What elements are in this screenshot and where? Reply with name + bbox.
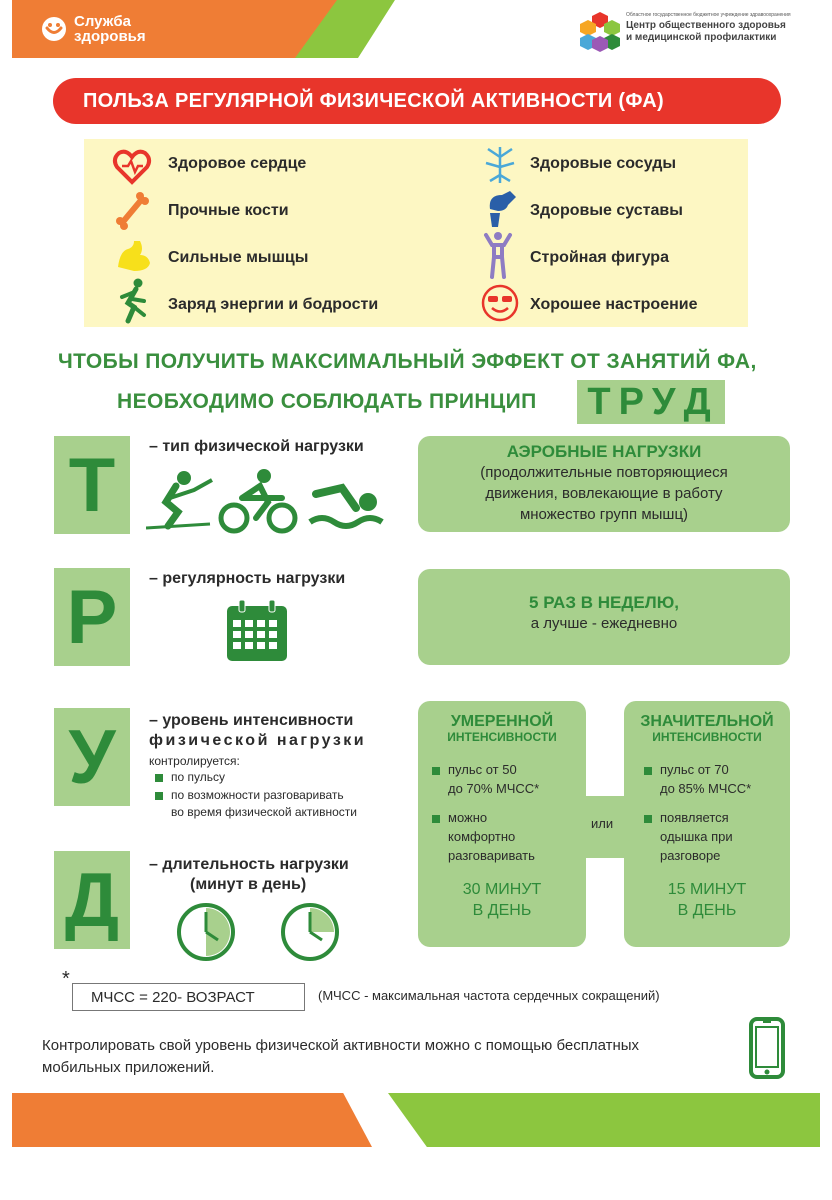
significant-b2b: одышка при (660, 829, 733, 844)
bottom-text-line1: Контролировать свой уровень физической активности можно с помощью бесплатных (42, 1037, 640, 1054)
aerobic-line1: (продолжительные повторяющиеся (480, 464, 728, 481)
u-bullet-pulse (155, 770, 225, 784)
aerobic-line2: движения, вовлекающие в работу (485, 485, 723, 502)
trud-letter-u: У (651, 380, 680, 423)
d-description-line2: (минут в день) (190, 876, 307, 893)
clock-15-icon (280, 902, 340, 962)
logo-text (74, 14, 146, 44)
muscle-icon (114, 237, 154, 277)
u-bullet2a-text: по возможности разговаривать (171, 788, 344, 802)
regularity-text: а лучше - ежедневно (530, 615, 678, 632)
benefit-heart: Здоровое сердце (168, 155, 307, 172)
bottom-text-line2: мобильных приложений. (42, 1059, 215, 1076)
headline-line2: НЕОБХОДИМО СОБЛЮДАТЬ ПРИНЦИП (117, 390, 537, 413)
figure-icon (482, 231, 514, 279)
calendar-icon (224, 598, 290, 664)
footnote-star: * (62, 968, 70, 990)
r-description: – регулярность нагрузки (149, 570, 346, 587)
logo-line1: Служба (74, 13, 131, 30)
bullet-marker (432, 815, 440, 823)
moderate-bullet2 (432, 808, 586, 865)
page-title: ПОЛЬЗА РЕГУЛЯРНОЙ ФИЗИЧЕСКОЙ АКТИВНОСТИ (ФА) (53, 78, 781, 124)
u-controlled: контролируется: (149, 754, 240, 768)
significant-bullet1 (644, 760, 790, 798)
moderate-b2c: разговаривать (448, 848, 535, 863)
sport-icons (146, 468, 384, 534)
benefits-panel (84, 139, 748, 327)
skier-icon (146, 471, 212, 528)
significant-b2a: появляется (660, 810, 729, 825)
regularity-title: 5 РАЗ В НЕДЕЛЮ, (529, 593, 679, 612)
center-logo-icon (578, 10, 622, 52)
u-bullet2b-text: во время физической активности (171, 805, 357, 819)
benefit-muscles: Сильные мышцы (168, 249, 309, 266)
smartphone-icon (748, 1016, 786, 1080)
trud-letter-d: Д (683, 380, 715, 423)
heart-icon (112, 147, 152, 187)
benefit-mood: Хорошее настроение (530, 296, 698, 313)
significant-min2: В ДЕНЬ (677, 902, 737, 919)
or-label: или (591, 816, 614, 831)
moderate-bullet1 (432, 760, 586, 798)
bullet-marker (155, 774, 163, 782)
moderate-b1b: до 70% МЧСС* (448, 781, 540, 796)
bullet-marker (644, 815, 652, 823)
benefit-bones: Прочные кости (168, 202, 289, 219)
letter-t: Т (54, 436, 130, 534)
u-description-line1: – уровень интенсивности (149, 712, 354, 729)
cyclist-icon (221, 469, 295, 531)
moderate-b2b: комфортно (448, 829, 516, 844)
aerobic-line3: множество групп мышц) (519, 506, 689, 523)
footer-orange-band (12, 1093, 372, 1147)
significant-sub: ИНТЕНСИВНОСТИ (652, 730, 762, 744)
moderate-sub: ИНТЕНСИВНОСТИ (447, 730, 557, 744)
significant-head: ЗНАЧИТЕЛЬНОЙ (640, 713, 774, 730)
bone-icon (112, 191, 152, 231)
moderate-b2a: можно (448, 810, 488, 825)
swimmer-icon (310, 488, 382, 526)
significant-min1: 15 МИНУТ (667, 881, 747, 898)
formula-explanation: (МЧСС - максимальная частота сердечных сокращений) (318, 988, 660, 1003)
benefit-joints: Здоровые суставы (530, 202, 683, 219)
bullet-marker (155, 792, 163, 800)
clock-30-icon (176, 902, 236, 962)
joint-icon (482, 189, 522, 229)
runner-icon (114, 277, 154, 325)
significant-b2c: разговоре (660, 848, 721, 863)
significant-b1b: до 85% МЧСС* (660, 781, 752, 796)
trud-letter-r: Р (618, 380, 648, 423)
center-subtitle: Областное государственное бюджетное учреждение здравоохранения (626, 12, 791, 18)
u-bullet1-text: по пульсу (171, 770, 225, 784)
d-description-line1: – длительность нагрузки (149, 856, 349, 873)
center-line2: и медицинской профилактики (626, 32, 777, 43)
trud-badge (577, 380, 725, 424)
bullet-marker (644, 767, 652, 775)
moderate-box (418, 701, 586, 947)
benefit-vessels: Здоровые сосуды (530, 155, 677, 172)
u-bullet-talk (155, 787, 357, 821)
footer-green-band (388, 1093, 820, 1147)
center-name (626, 20, 821, 44)
moderate-min2: В ДЕНЬ (472, 902, 532, 919)
vessels-icon (480, 145, 520, 185)
letter-d: Д (54, 851, 130, 949)
moderate-b1a: пульс от 50 (448, 762, 517, 777)
headline-line1: ЧТОБЫ ПОЛУЧИТЬ МАКСИМАЛЬНЫЙ ЭФФЕКТ ОТ ЗАНЯТИЙ ФА, (58, 350, 757, 373)
bullet-marker (432, 767, 440, 775)
moderate-head: УМЕРЕННОЙ (450, 713, 554, 730)
significant-b1a: пульс от 70 (660, 762, 729, 777)
benefit-figure: Стройная фигура (530, 249, 669, 266)
letter-r: Р (54, 568, 130, 666)
u-description-line2: физической нагрузки (149, 732, 367, 749)
logo-line2: здоровья (74, 28, 146, 45)
center-line1: Центр общественного здоровья (626, 20, 786, 31)
smiley-icon (480, 283, 520, 323)
regularity-box (418, 569, 790, 665)
benefit-energy: Заряд энергии и бодрости (168, 296, 379, 313)
letter-u: У (54, 708, 130, 806)
trud-letter-t: Т (587, 380, 615, 423)
significant-box (624, 701, 790, 947)
logo-heart-icon (40, 16, 68, 42)
formula-box: МЧСС = 220- ВОЗРАСТ (72, 983, 305, 1011)
moderate-min1: 30 МИНУТ (462, 881, 542, 898)
t-description: – тип физической нагрузки (149, 438, 364, 455)
aerobic-title: АЭРОБНЫЕ НАГРУЗКИ (506, 442, 702, 461)
significant-bullet2 (644, 808, 790, 865)
aerobic-box (418, 436, 790, 532)
